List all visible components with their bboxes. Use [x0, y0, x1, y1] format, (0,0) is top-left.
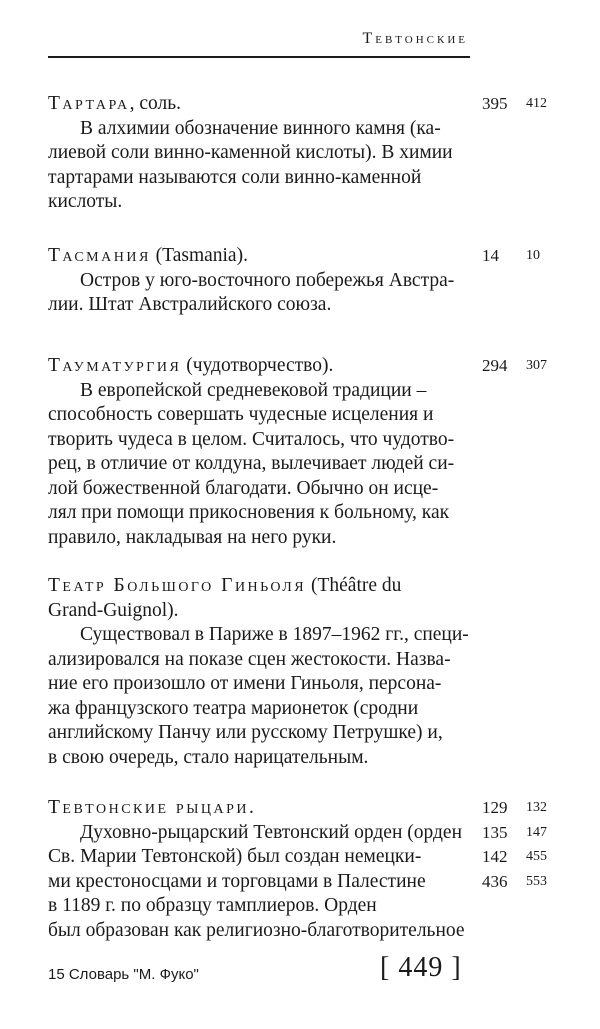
text-line: жа французского театра марионеток (сродни	[48, 697, 419, 719]
ref-page: 455	[526, 849, 547, 864]
page-refs	[482, 796, 562, 894]
entry-gloss-continued: Grand-Guignol).	[48, 599, 179, 621]
text-line: ализировался на показе сцен жестокости. Назва-	[48, 648, 451, 670]
ref-row	[482, 796, 562, 821]
text-line: Духовно-рыцарский Тевтонский орден (орден	[80, 821, 463, 843]
running-head: Тевтонские	[362, 30, 468, 47]
ref-row	[482, 244, 562, 269]
entry-term: Тауматургия	[48, 355, 182, 376]
entry-term: Театр Большого Гиньоля	[48, 575, 307, 596]
text-line: творить чудеса в целом. Считалось, что чудотво-	[48, 428, 455, 450]
ref-page: 135	[482, 822, 508, 842]
entry-heading	[48, 92, 470, 117]
entry-heading	[48, 574, 470, 599]
text-line: В алхимии обозначение винного камня (ка-	[80, 117, 441, 139]
ref-row	[482, 354, 562, 379]
text-line: В европейской средневековой традиции –	[80, 379, 427, 401]
entry-gloss: .	[249, 797, 254, 818]
entry-heading	[48, 796, 470, 821]
text-line: английскому Панчу или русскому Петрушке) и,	[48, 722, 443, 743]
ref-page: 147	[526, 824, 547, 840]
entry-gloss: , соль.	[129, 93, 181, 114]
ref-page: 412	[526, 96, 547, 111]
ref-page: 553	[526, 873, 547, 889]
text-line: в свою очередь, стало нарицательным.	[48, 746, 369, 768]
text-line: рец, в отличие от колдуна, вылечивает людей си-	[48, 453, 455, 474]
text-line: тартарами называются соли винно-каменной	[48, 166, 422, 188]
entry-term: Тартара	[48, 93, 130, 114]
page-refs	[482, 244, 562, 269]
ref-row	[482, 845, 562, 870]
entry-gloss: (Tasmania).	[150, 245, 248, 266]
entry-thaumaturgy	[48, 354, 470, 550]
text-line: ми крестоносцами и торговцами в Палестине	[48, 870, 426, 892]
text-line: лой божественной благодати. Обычно он исце-	[48, 477, 439, 499]
text-line: лял при помощи прикосновения к больному, как	[48, 502, 450, 523]
text-line: кислоты.	[48, 191, 123, 212]
ref-page: 10	[526, 248, 540, 263]
text-line: правило, накладывая на него руки.	[48, 526, 337, 548]
ref-page: 14	[482, 246, 499, 265]
ref-page: 436	[482, 871, 508, 891]
header-rule	[48, 56, 470, 58]
ref-page: 142	[482, 847, 508, 866]
page-refs	[482, 354, 562, 379]
ref-row	[482, 92, 562, 117]
text-line: Существовал в Париже в 1897–1962 гг., специ-	[80, 624, 469, 645]
entry-term: Тасмания	[48, 245, 151, 266]
text-line: способность совершать чудесные исцеления и	[48, 404, 434, 425]
text-line: лии. Штат Австралийского союза.	[48, 294, 332, 315]
text-line: Св. Марии Тевтонской) был создан немецки-	[48, 846, 422, 867]
page-number: [ 449 ]	[380, 952, 462, 983]
entry-tasmania	[48, 244, 470, 318]
entry-teutonic-knights	[48, 796, 470, 943]
entry-heading	[48, 244, 470, 269]
text-line: был образован как религиозно-благотворительное	[48, 919, 465, 941]
ref-page: 294	[482, 356, 508, 375]
text-line: в 1189 г. по образцу тамплиеров. Орден	[48, 895, 377, 916]
text-line: лиевой соли винно-каменной кислоты). В химии	[48, 142, 453, 163]
ref-page: 395	[482, 94, 508, 113]
entry-tartara	[48, 92, 470, 215]
ref-page: 307	[526, 358, 547, 373]
entry-gloss: (Théâtre du	[306, 575, 402, 596]
entry-grand-guignol	[48, 574, 470, 770]
text-line: ние его произошло от имени Гиньоля, персона-	[48, 673, 442, 694]
text-line: Остров у юго-восточного побережья Австра-	[80, 269, 455, 291]
footer-signature: 15 Словарь "М. Фуко"	[48, 966, 199, 983]
page-refs	[482, 92, 562, 117]
ref-row	[482, 870, 562, 895]
ref-row	[482, 821, 562, 846]
entry-gloss: (чудотворчество).	[181, 355, 334, 376]
entry-heading	[48, 354, 470, 379]
ref-page: 129	[482, 798, 508, 817]
ref-page: 132	[526, 800, 547, 815]
entry-term: Тевтонские рыцари	[48, 797, 250, 818]
